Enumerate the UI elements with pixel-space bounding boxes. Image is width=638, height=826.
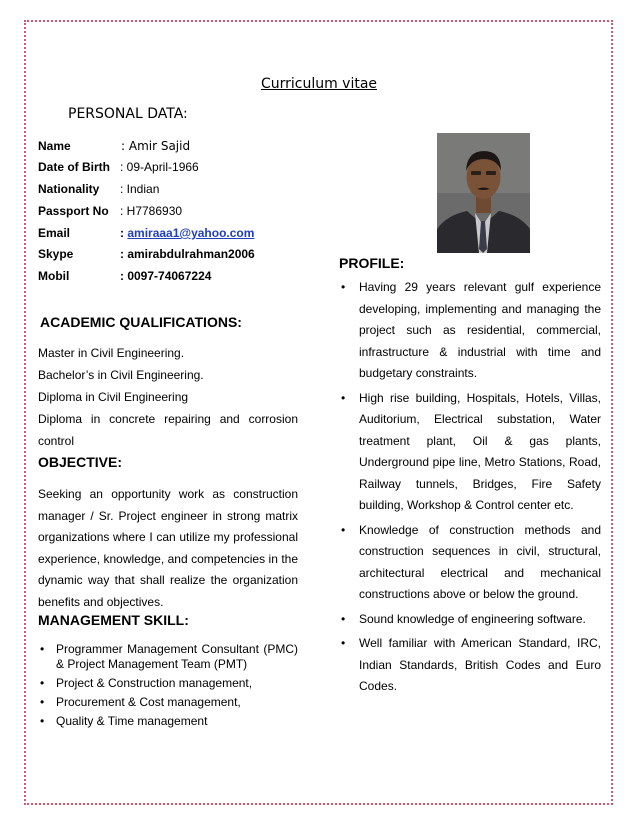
dob-label: Date of Birth xyxy=(38,160,110,174)
skype-label: Skype xyxy=(38,247,74,261)
personal-row-email xyxy=(38,224,255,242)
profile-item: • Sound knowledge of engineering software. xyxy=(339,609,601,631)
mobile-value: : 0097-74067224 xyxy=(120,269,212,283)
name-label: Name xyxy=(38,139,71,153)
person-photo-icon xyxy=(437,133,530,253)
personal-row-mobile xyxy=(38,267,212,285)
management-item: • Procurement & Cost management, xyxy=(38,695,298,710)
profile-item: • High rise building, Hospitals, Hotels, Villas, Auditorium, Electrical substation, Water treatment plant, Oil & gas plants, Underground pipe line, Metro Stations, Road, Railway tunnels, Bridges, Fire Safety building, Workshop & Control center etc. xyxy=(339,388,601,517)
nationality-value: : Indian xyxy=(120,182,160,196)
profile-heading: PROFILE: xyxy=(339,255,405,271)
email-label: Email xyxy=(38,226,71,240)
email-link[interactable]: amiraaa1@yahoo.com xyxy=(127,226,255,240)
management-item: • Project & Construction management, xyxy=(38,676,298,691)
personal-row-passport xyxy=(38,202,183,220)
passport-value: : H7786930 xyxy=(120,204,183,218)
academic-item: Master in Civil Engineering. xyxy=(38,346,185,360)
skype-value: : amirabdulrahman2006 xyxy=(120,247,255,261)
dob-value: : 09-April-1966 xyxy=(120,160,199,174)
page-title: Curriculum vitae xyxy=(260,76,378,92)
personal-row-nationality xyxy=(38,180,160,198)
profile-section xyxy=(339,255,601,701)
personal-row-name xyxy=(38,137,191,155)
name-value: : Amir Sajid xyxy=(121,139,191,153)
objective-text: Seeking an opportunity work as construction manager / Sr. Project engineer in strong matrix organizations where I can utilize my professional experience, knowledge, and competencies in the dynamic way that shall realize the organization benefits and objectives. xyxy=(38,487,298,609)
mobile-label: Mobil xyxy=(38,269,70,283)
profile-photo xyxy=(437,133,530,253)
academic-section xyxy=(38,314,298,452)
email-value xyxy=(120,224,254,242)
objective-heading: OBJECTIVE: xyxy=(38,454,123,470)
management-heading: MANAGEMENT SKILL: xyxy=(38,612,189,628)
academic-item: Bachelor’s in Civil Engineering. xyxy=(38,368,204,382)
management-item: • Quality & Time management xyxy=(38,714,298,729)
academic-item: Diploma in Civil Engineering xyxy=(38,390,189,404)
management-section xyxy=(38,612,298,733)
personal-row-skype xyxy=(38,245,255,263)
academic-heading: ACADEMIC QUALIFICATIONS: xyxy=(40,314,242,330)
personal-row-dob xyxy=(38,158,199,176)
management-item: • Programmer Management Consultant (PMC) & Project Management Team (PMT) xyxy=(38,642,298,672)
profile-item: • Well familiar with American Standard, IRC, Indian Standards, British Codes and Euro Codes. xyxy=(339,633,601,698)
email-prefix: : xyxy=(120,226,128,240)
profile-item: • Having 29 years relevant gulf experience developing, implementing and managing the project such as residential, commercial, infrastructure & industrial with time and budgetary constraints. xyxy=(339,277,601,385)
academic-item: Diploma in concrete repairing and corrosion control xyxy=(38,412,298,448)
objective-section xyxy=(38,454,298,613)
nationality-label: Nationality xyxy=(38,182,100,196)
passport-label: Passport No xyxy=(38,204,109,218)
personal-data-heading: PERSONAL DATA: xyxy=(68,106,188,122)
profile-item: • Knowledge of construction methods and construction sequences in civil, structural, architectural electrical and mechanical constructions above or below the ground. xyxy=(339,520,601,606)
